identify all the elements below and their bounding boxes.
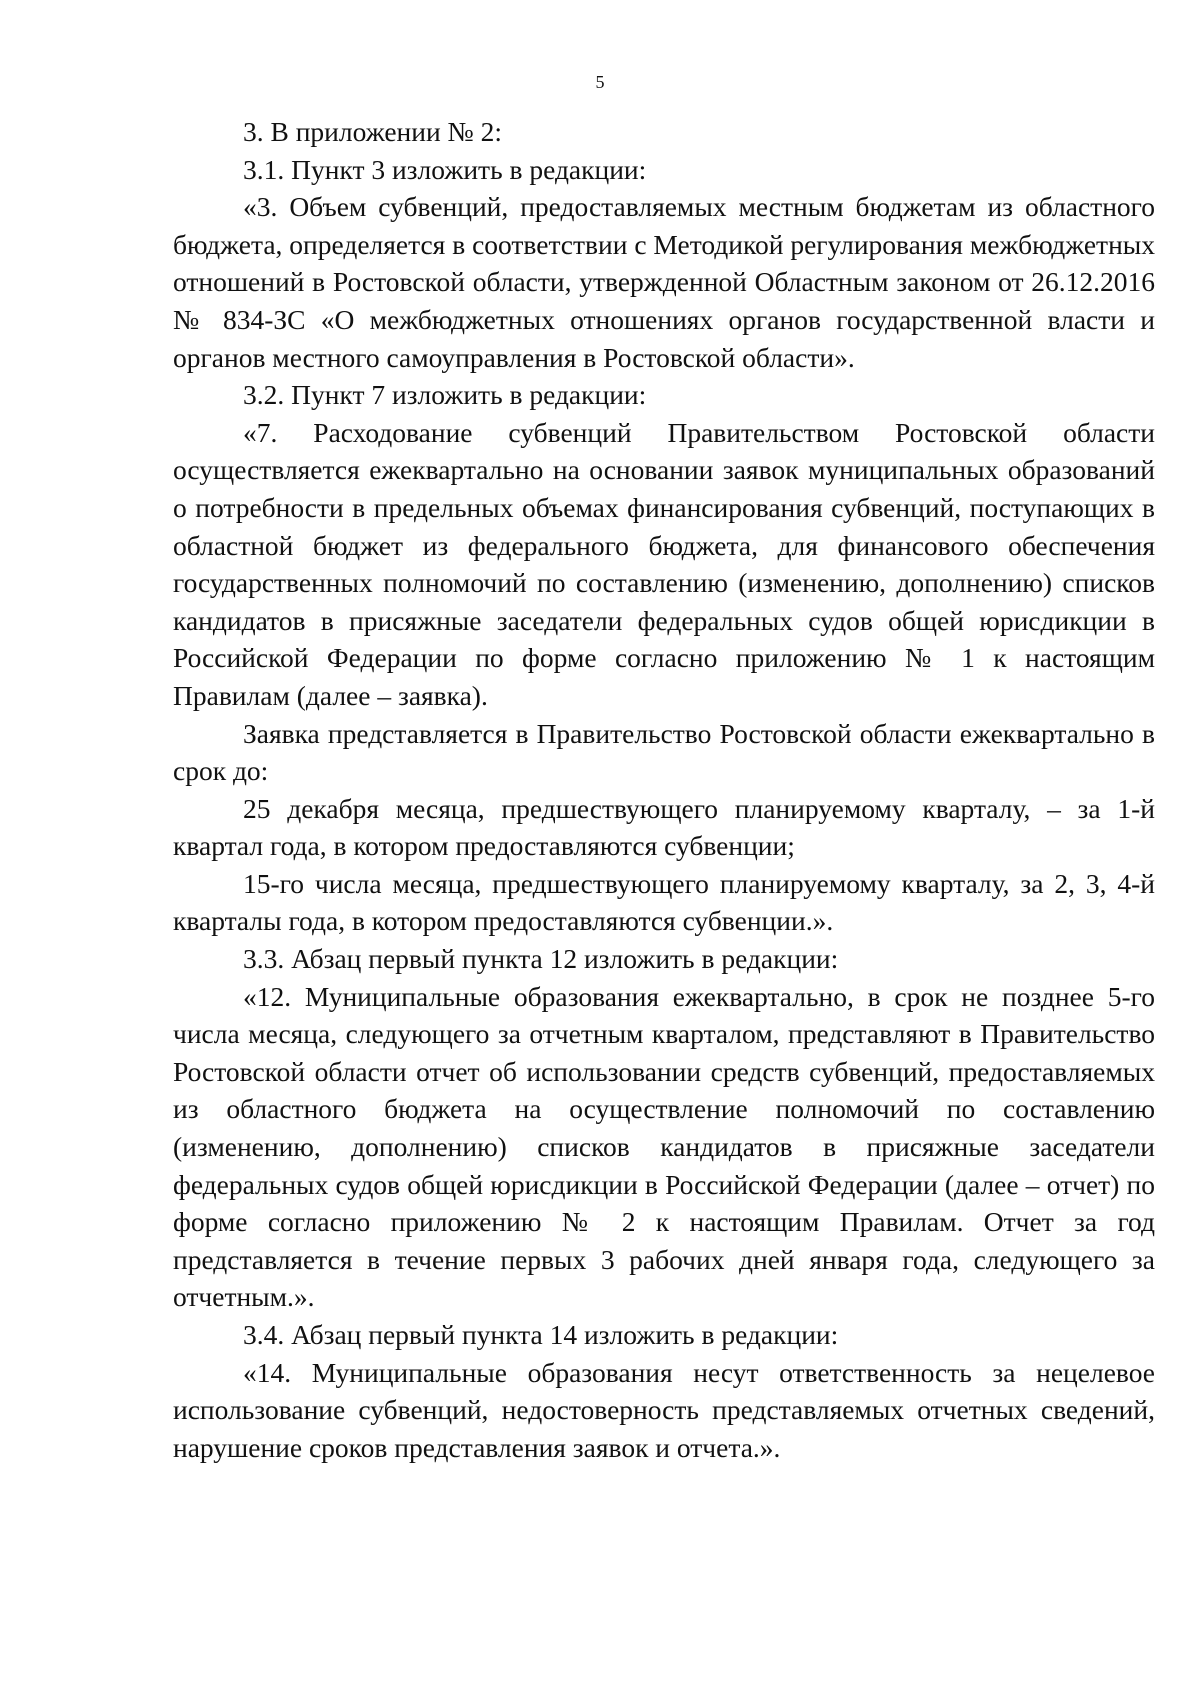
- paragraph-deadline-q2-q4: 15-го числа месяца, предшествующего планируемому кварталу, за 2, 3, 4-й кварталы года, в котором предоставляются субвенции.».: [173, 867, 1155, 937]
- paragraph-3-4-text: «14. Муниципальные образования несут ответственность за нецелевое использование субвенций, недостоверность представляемых отчетных сведений, нарушение сроков представления заявок и отчета.».: [173, 1356, 1155, 1463]
- paragraph-3-3-text: «12. Муниципальные образования ежеквартально, в срок не позднее 5-го числа месяца, следующего за отчетным кварталом, представляют в Правительство Ростовской области отчет об использовании средств субвенций, предоставляемых из областного бюджета на осуществление полномочий по составлению (изменению, дополнению) списков кандидатов в присяжные заседатели федеральных судов общей юрисдикции в Российской Федерации (далее – отчет) по форме согласно приложению № 2 к настоящим Правилам. Отчет за год представляется в течение первых 3 рабочих дней января года, следующего за отчетным.».: [173, 980, 1155, 1313]
- paragraph-3-4-heading: 3.4. Абзац первый пункта 14 изложить в редакции:: [243, 1319, 839, 1350]
- paragraph-3-2-text: «7. Расходование субвенций Правительством Ростовской области осуществляется ежеквартально на основании заявок муниципальных образований о потребности в предельных объемах финансирования субвенций, поступающих в областной бюджет из федерального бюджета, для финансового обеспечения государственных полномочий по составлению (изменению, дополнению) списков кандидатов в присяжные заседатели федеральных судов общей юрисдикции в Российской Федерации по форме согласно приложению № 1 к настоящим Правилам (далее – заявка).: [173, 416, 1155, 711]
- paragraph-3-1-text: «3. Объем субвенций, предоставляемых местным бюджетам из областного бюджета, определяется в соответствии с Методикой регулирования межбюджетных отношений в Ростовской области, утвержденной Областным законом от 26.12.2016 № 834-ЗС «О межбюджетных отношениях органов государственной власти и органов местного самоуправления в Ростовской области».: [173, 191, 1156, 373]
- document-body: [173, 113, 1155, 1466]
- paragraph-3-1-heading: 3.1. Пункт 3 изложить в редакции:: [243, 153, 647, 185]
- paragraph-3-3-heading: 3.3. Абзац первый пункта 12 изложить в редакции:: [243, 943, 839, 975]
- paragraph-application-deadline: Заявка представляется в Правительство Ростовской области ежеквартально в срок до:: [173, 717, 1155, 787]
- paragraph-3-2-heading: 3.2. Пункт 7 изложить в редакции:: [243, 379, 647, 411]
- paragraph-deadline-q1: 25 декабря месяца, предшествующего планируемому кварталу, – за 1-й квартал года, в котором предоставляются субвенции;: [173, 792, 1155, 862]
- paragraph-appendix-2-heading: 3. В приложении № 2:: [243, 116, 503, 147]
- page-number: 5: [595, 72, 605, 92]
